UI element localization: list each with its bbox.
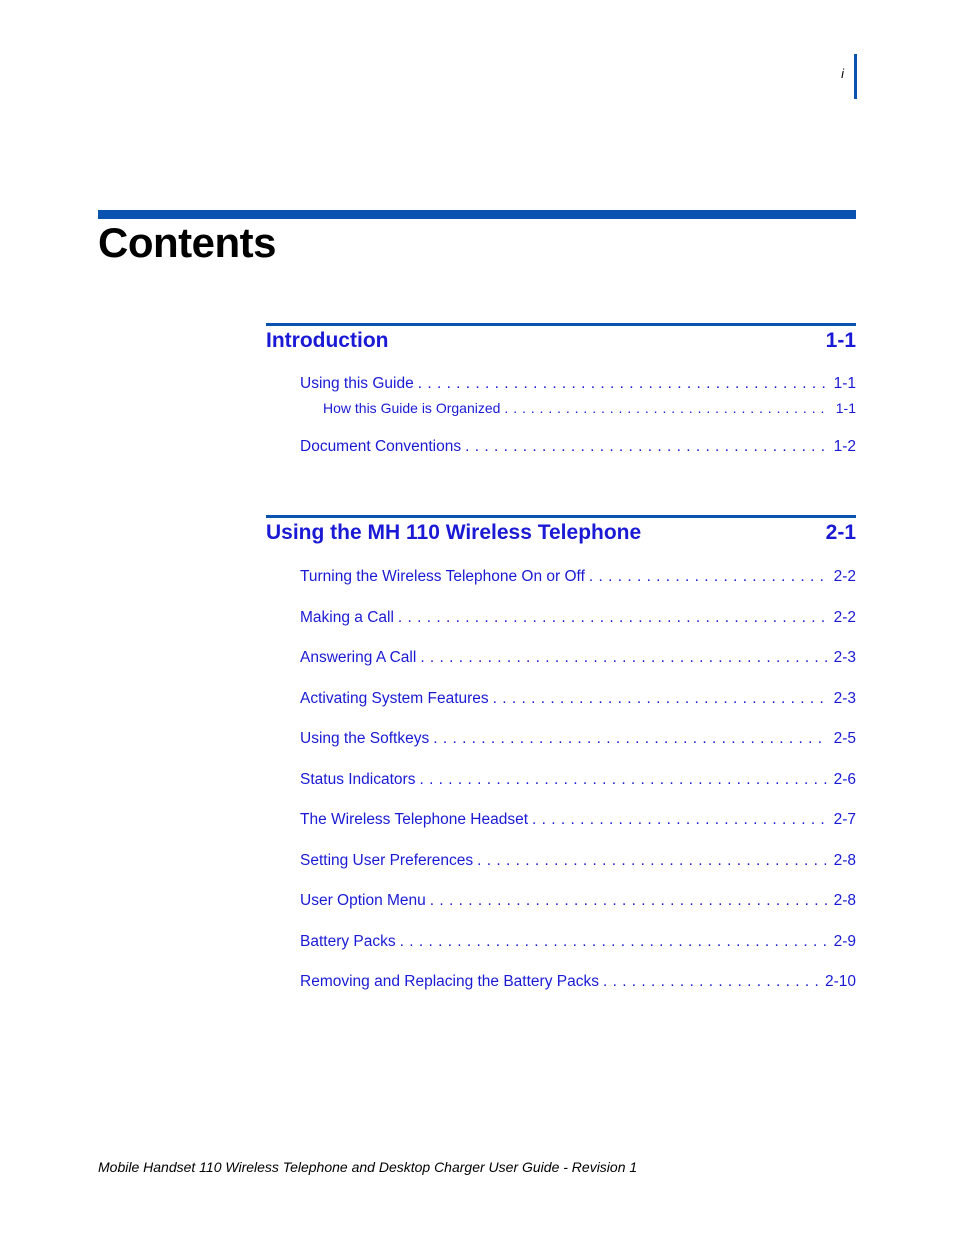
- chapter-using-mh110: [266, 515, 856, 546]
- toc-entry-page[interactable]: 2-8: [833, 892, 856, 909]
- chapter-rule: [266, 515, 856, 518]
- toc-entry[interactable]: [300, 932, 856, 952]
- toc-entry[interactable]: [300, 891, 856, 911]
- chapter-page[interactable]: 1-1: [825, 329, 856, 352]
- toc-entry-label[interactable]: Removing and Replacing the Battery Packs: [300, 973, 599, 990]
- toc-entry[interactable]: [300, 770, 856, 790]
- leader-dots: [420, 648, 827, 668]
- toc-entry[interactable]: [300, 810, 856, 830]
- toc-subentry[interactable]: [323, 398, 856, 418]
- toc-entry-label[interactable]: Activating System Features: [300, 690, 489, 707]
- leader-dots: [589, 567, 828, 587]
- page-number: i: [841, 66, 844, 81]
- leader-dots: [465, 437, 827, 457]
- leader-dots: [532, 810, 828, 830]
- toc-entry-page[interactable]: 2-7: [833, 811, 856, 828]
- toc-entry[interactable]: [300, 374, 856, 394]
- toc-entry-page[interactable]: 2-8: [833, 852, 856, 869]
- toc-entry-label[interactable]: The Wireless Telephone Headset: [300, 811, 529, 828]
- chapter-page[interactable]: 2-1: [825, 521, 856, 544]
- leader-dots: [430, 891, 828, 911]
- toc-entry-page[interactable]: 1-2: [833, 438, 856, 455]
- toc-entry-page[interactable]: 2-3: [833, 690, 856, 707]
- toc-entry-label[interactable]: Using the Softkeys: [300, 730, 430, 747]
- toc-entry-label[interactable]: Battery Packs: [300, 933, 396, 950]
- toc-entry-page[interactable]: 1-1: [833, 375, 856, 392]
- toc-entry[interactable]: [300, 437, 856, 457]
- toc-entry[interactable]: [300, 567, 856, 587]
- leader-dots: [504, 398, 829, 418]
- chapter-heading[interactable]: [266, 328, 856, 354]
- toc-entry-label[interactable]: Using this Guide: [300, 375, 414, 392]
- leader-dots: [400, 932, 828, 952]
- page-number-rule: [854, 54, 857, 99]
- toc-entry-label[interactable]: Answering A Call: [300, 649, 417, 666]
- leader-dots: [477, 851, 827, 871]
- chapter-introduction: [266, 323, 856, 354]
- page-title: Contents: [98, 219, 276, 266]
- leader-dots: [603, 972, 819, 992]
- toc-entry[interactable]: [300, 851, 856, 871]
- leader-dots: [419, 770, 827, 790]
- toc-entry-label[interactable]: Setting User Preferences: [300, 852, 474, 869]
- toc-entry-page[interactable]: 1-1: [835, 400, 856, 416]
- toc-entry[interactable]: [300, 648, 856, 668]
- leader-dots: [493, 689, 828, 709]
- page-footer: Mobile Handset 110 Wireless Telephone and Desktop Charger User Guide - Revision 1: [98, 1159, 638, 1175]
- toc-entry-page[interactable]: 2-6: [833, 771, 856, 788]
- chapter-heading[interactable]: [266, 520, 856, 546]
- toc-entry[interactable]: [300, 972, 856, 992]
- toc-entry[interactable]: [300, 608, 856, 628]
- toc-entry[interactable]: [300, 689, 856, 709]
- toc-entry-page[interactable]: 2-3: [833, 649, 856, 666]
- toc-entry-page[interactable]: 2-9: [833, 933, 856, 950]
- toc-entry-page[interactable]: 2-10: [824, 973, 856, 990]
- chapter-rule: [266, 323, 856, 326]
- toc-entry-label[interactable]: Status Indicators: [300, 771, 416, 788]
- toc-entry-label[interactable]: Turning the Wireless Telephone On or Off: [300, 568, 585, 585]
- toc-entry-page[interactable]: 2-2: [833, 609, 856, 626]
- toc-entry-label[interactable]: Document Conventions: [300, 438, 462, 455]
- toc-entry-label[interactable]: Making a Call: [300, 609, 394, 626]
- leader-dots: [398, 608, 828, 628]
- chapter-title[interactable]: Introduction: [266, 329, 389, 352]
- toc-entry-page[interactable]: 2-5: [833, 730, 856, 747]
- leader-dots: [418, 374, 828, 394]
- toc-entry-label[interactable]: User Option Menu: [300, 892, 426, 909]
- toc-entry[interactable]: [300, 729, 856, 749]
- toc-entry-page[interactable]: 2-2: [833, 568, 856, 585]
- toc-entry-label[interactable]: How this Guide is Organized: [323, 400, 501, 416]
- chapter-title[interactable]: Using the MH 110 Wireless Telephone: [266, 521, 642, 544]
- leader-dots: [433, 729, 827, 749]
